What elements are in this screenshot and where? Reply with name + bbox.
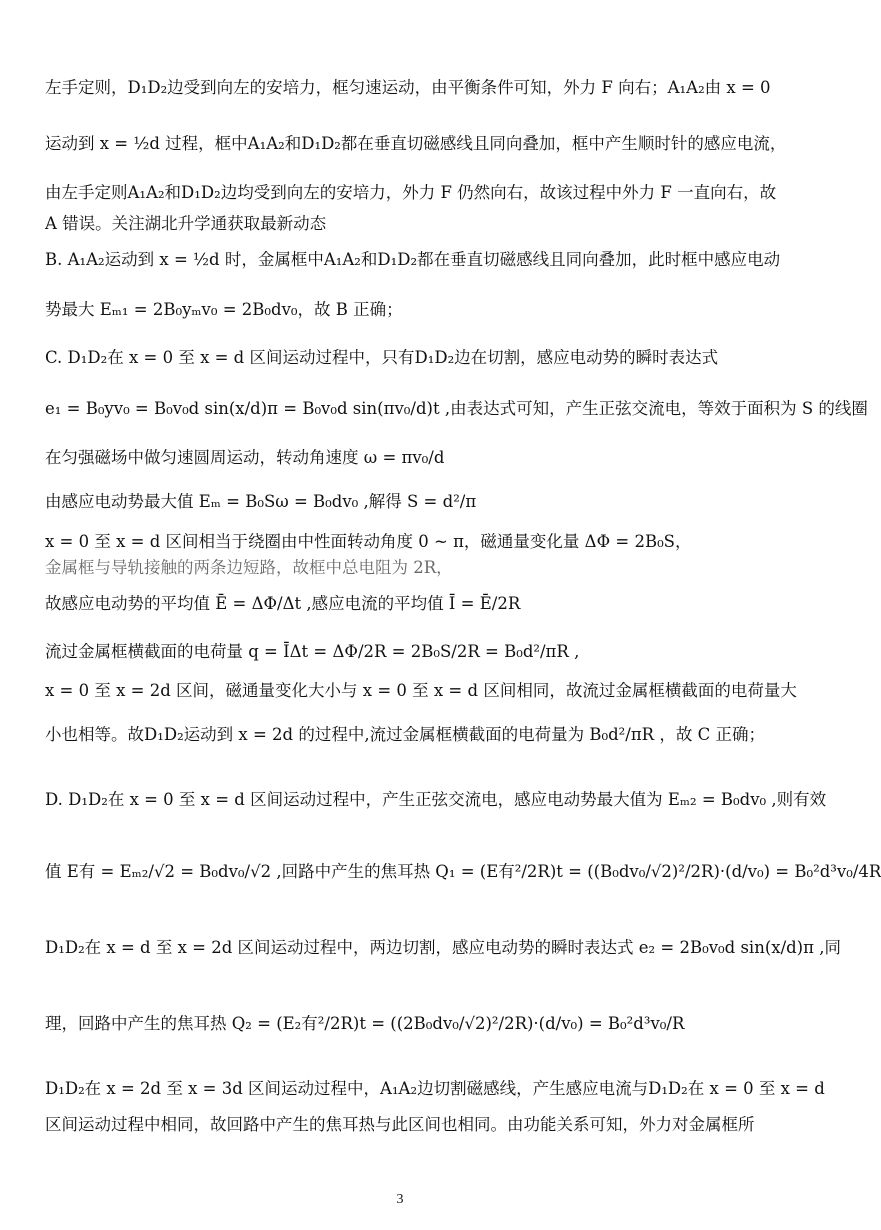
text-line-8: e₁ = B₀yv₀ = B₀v₀d sin(x/d)π = B₀v₀d sin(πv₀/d)t ,由表达式可知，产生正弦交流电，等效于面积为 S 的线圈 (45, 399, 868, 418)
text-line-2: 运动到 x = ½d 过程，框中A₁A₂和D₁D₂都在垂直切磁感线且同向叠加，框中产生顺时针的感应电流， (45, 134, 787, 153)
text-line-1: 左手定则，D₁D₂边受到向左的安培力，框匀速运动，由平衡条件可知，外力 F 向右；A₁A₂由 x = 0 (45, 78, 771, 97)
page-number: 3 (396, 1192, 404, 1207)
text-line-17: D. D₁D₂在 x = 0 至 x = d 区间运动过程中，产生正弦交流电，感应电动势最大值为 Eₘ₂ = B₀dv₀ ,则有效 (45, 790, 827, 809)
text-line-13: 故感应电动势的平均值 Ē = ΔΦ/Δt ,感应电流的平均值 Ī = Ē/2R (45, 594, 521, 613)
text-line-4: A 错误。关注湖北升学通获取最新动态 (45, 214, 327, 233)
text-line-18: 值 E有 = Eₘ₂/√2 = B₀dv₀/√2 ,回路中产生的焦耳热 Q₁ = (E有²/2R)t = ((B₀dv₀/√2)²/2R)·(d/v₀) = B₀²d³v₀/4R (45, 862, 881, 881)
text-line-21: D₁D₂在 x = 2d 至 x = 3d 区间运动过程中，A₁A₂边切割磁感线，产生感应电流与D₁D₂在 x = 0 至 x = d (45, 1079, 825, 1098)
text-line-6: 势最大 Eₘ₁ = 2B₀yₘv₀ = 2B₀dv₀，故 B 正确； (45, 300, 403, 319)
text-line-14: 流过金属框横截面的电荷量 q = ĪΔt = ΔΦ/2R = 2B₀S/2R = B₀d²/πR , (45, 642, 580, 661)
text-line-7: C. D₁D₂在 x = 0 至 x = d 区间运动过程中，只有D₁D₂边在切割，感应电动势的瞬时表达式 (45, 348, 719, 367)
text-line-22: 区间运动过程中相同，故回路中产生的焦耳热与此区间也相同。由功能关系可知，外力对金属框所 (45, 1115, 755, 1134)
text-line-15: x = 0 至 x = 2d 区间，磁通量变化大小与 x = 0 至 x = d 区间相同，故流过金属框横截面的电荷量大 (45, 681, 797, 700)
text-line-19: D₁D₂在 x = d 至 x = 2d 区间运动过程中，两边切割，感应电动势的瞬时表达式 e₂ = 2B₀v₀d sin(x/d)π ,同 (45, 938, 841, 957)
text-line-3: 由左手定则A₁A₂和D₁D₂边均受到向左的安培力，外力 F 仍然向右，故该过程中外力 F 一直向右，故 (45, 183, 777, 202)
text-line-5: B. A₁A₂运动到 x = ½d 时，金属框中A₁A₂和D₁D₂都在垂直切磁感线且同向叠加，此时框中感应电动 (45, 250, 781, 269)
text-line-12: 金属框与导轨接触的两条边短路，故框中总电阻为 2R， (45, 558, 453, 577)
text-line-11: x = 0 至 x = d 区间相当于绕圈由中性面转动角度 0 ~ π，磁通量变化量 ΔΦ = 2B₀S， (45, 532, 692, 551)
text-line-9: 在匀强磁场中做匀速圆周运动，转动角速度 ω = πv₀/d (45, 448, 445, 467)
text-line-10: 由感应电动势最大值 Eₘ = B₀Sω = B₀dv₀ ,解得 S = d²/π (45, 492, 477, 511)
text-line-16: 小也相等。故D₁D₂运动到 x = 2d 的过程中,流过金属框横截面的电荷量为 B₀d²/πR ，故 C 正确； (45, 725, 765, 744)
text-line-20: 理，回路中产生的焦耳热 Q₂ = (E₂有²/2R)t = ((2B₀dv₀/√2)²/2R)·(d/v₀) = B₀²d³v₀/R (45, 1014, 685, 1033)
